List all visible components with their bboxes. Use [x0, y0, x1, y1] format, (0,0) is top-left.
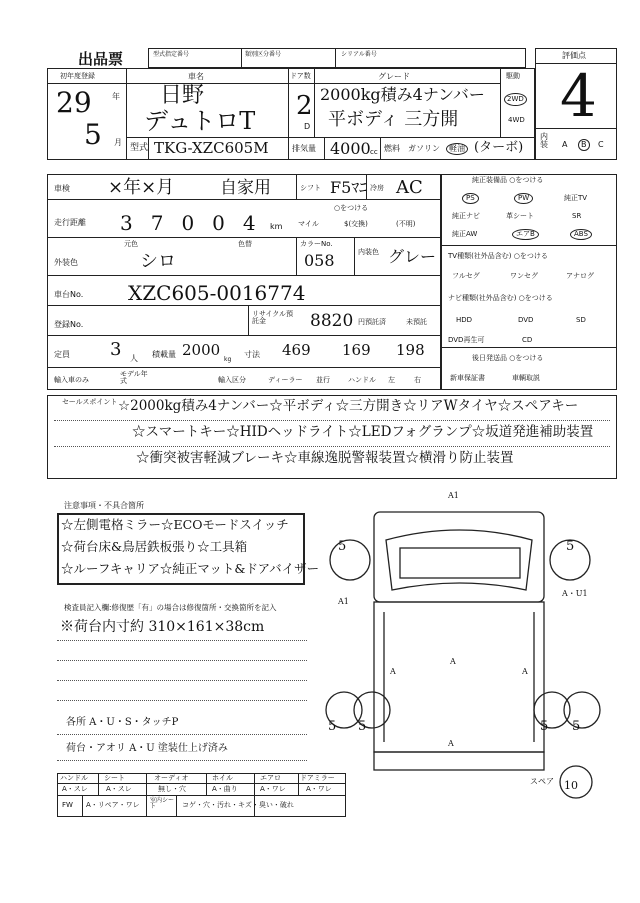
- type-value: TKG-XZC605M: [154, 139, 269, 157]
- inspector-line-3: 荷台・アオリ A・U 塗装仕上げ済み: [66, 743, 228, 754]
- first-reg-month: 5: [84, 118, 102, 151]
- vehicle-row: 初年度登録 29 年 5 月 車名 日野 デュトロT 型式 TKG-XZC605M ドア数 2 D グレード 2000kg積み4ナンバー 平ボディ 三方開 駆動 2WD 4WD 排気量 4000 cc 燃料 ガソリン 軽油 (ターボ): [47, 68, 535, 160]
- ac-label: 冷房: [370, 184, 384, 192]
- tyre-rr1-value: 5: [540, 719, 549, 734]
- distance-value: 37004: [120, 211, 274, 235]
- interior-grade: 内装 A B C: [535, 128, 617, 160]
- tyre-front-right-value: 5: [566, 539, 575, 554]
- door-value: 2: [296, 91, 313, 121]
- truck-diagram: [320, 490, 620, 810]
- shift-value: F5ﾏﾆ: [330, 178, 368, 197]
- reg-label: 登録No.: [54, 320, 84, 329]
- car-name-label: 車名: [188, 72, 204, 81]
- length-value: 469: [282, 341, 311, 359]
- chassis-value: XZC605-0016774: [128, 281, 306, 305]
- displacement-value: 4000: [330, 139, 371, 158]
- mark-a1-top: A1: [448, 491, 459, 500]
- shaken-label: 車検: [54, 184, 70, 193]
- sales-point-box: セールスポイント ☆2000kg積み4ナンバー☆平ボディ☆三方開き☆リアWタイヤ☆スペアキー ☆スマートキー☆HIDヘッドライト☆LEDフォグランプ☆坂道発進補助装置 ☆衝突被害軽減ブレーキ☆車線逸脱警報装置☆横滑り防止装置: [47, 395, 617, 479]
- detail-block: 車検 ×年×月 自家用 シフト F5ﾏﾆ 冷房 AC 走行距離 37004 km ○をつける マイル $(交換) (不明) 外装色 元色 色替 シロ カラーNo. 058 内装色 グレー 車台No. XZC605-0016774 登録No. リサイクル預託金 8820 円預託済 未預託 定員 3 人 積載量 2000 kg 寸法 469 169 198 輸入車のみ モデル年式 輸入区分 ディーラー 並行 ハンドル 左 右: [47, 174, 441, 390]
- displacement-label: 排気量: [292, 144, 316, 153]
- score-value: 4: [560, 62, 597, 130]
- inspector-line-2: 各所 A・U・S・タッチP: [66, 717, 179, 728]
- mark-a-bottom: A: [448, 739, 454, 748]
- tyre-rl1-value: 5: [328, 719, 337, 734]
- fuel-label: 燃料: [384, 144, 400, 153]
- spare-value: 10: [564, 779, 578, 792]
- grade-line2: 平ボディ 三方開: [328, 109, 459, 130]
- model: デュトロT: [144, 107, 256, 135]
- windshield: [386, 530, 532, 590]
- serial-number-label: シリアル番号: [341, 51, 377, 58]
- cab-window: [400, 548, 520, 578]
- mark-a-right: A: [522, 667, 528, 676]
- note-line-2: ☆荷台床&鳥居鉄板張り☆工具箱: [61, 539, 248, 554]
- tyre-rl2-value: 5: [358, 719, 367, 734]
- maker: 日野: [160, 83, 205, 108]
- width-value: 169: [342, 341, 371, 359]
- height-value: 198: [396, 341, 425, 359]
- capacity-value: 3: [110, 339, 122, 360]
- capacity-label: 定員: [54, 350, 70, 359]
- tyre-front-left-value: 5: [338, 539, 347, 554]
- mark-a-center: A: [450, 657, 456, 666]
- mark-a1-left: A1: [338, 597, 349, 606]
- inspector-line-1: ※荷台内寸約 310×161×38cm: [60, 619, 265, 635]
- drive-4wd: 4WD: [508, 116, 525, 124]
- use-value: 自家用: [220, 178, 271, 198]
- note-line-1: ☆左側電格ミラー☆ECOモードスイッチ: [61, 517, 289, 532]
- type-designation-label: 型式指定番号: [153, 51, 190, 58]
- mark-au1: A・U1: [562, 589, 588, 598]
- type-label: 型式: [130, 143, 149, 153]
- load-value: 2000: [182, 341, 221, 359]
- fuel-diesel: 軽油: [446, 143, 468, 155]
- tyre-rr2-value: 5: [572, 719, 581, 734]
- recycle-value: 8820: [310, 311, 354, 331]
- sales-line-2: ☆スマートキー☆HIDヘッドライト☆LEDフォグランプ☆坂道発進補助装置: [132, 424, 594, 440]
- door-label: ドア数: [290, 72, 311, 80]
- tyre-front-left: [330, 540, 370, 580]
- interior-color: グレー: [388, 247, 437, 266]
- drive-label: 駆動: [506, 72, 520, 80]
- class-number-label: 類別区分番号: [245, 51, 282, 58]
- sales-line-1: ☆2000kg積み4ナンバー☆平ボディ☆三方開き☆リアWタイヤ☆スペアキー: [118, 398, 579, 414]
- first-reg-year: 29: [56, 86, 92, 119]
- first-reg-label: 初年度登録: [60, 72, 95, 80]
- turbo: (ターボ): [474, 140, 524, 155]
- fuel-gasoline: ガソリン: [408, 144, 440, 153]
- header-fields: [148, 48, 526, 68]
- shaken-value: ×年×月: [108, 177, 175, 198]
- drive-2wd: 2WD: [504, 93, 527, 106]
- grade-label: グレード: [378, 72, 410, 81]
- form-title: 出品票: [78, 50, 124, 68]
- equipment-block: 純正装備品 ○をつける PS PW 純正TV 純正ナビ 革シート SR 純正AW エアB ABS TV種類(社外品含む) ○をつける フルセグ ワンセグ アナログ ナビ種類(社外品含む) ○をつける HDD DVD SD DVD再生可 CD 後日発送品 ○をつける 新車保証書 車輌取説: [441, 174, 617, 390]
- notes-box: [57, 513, 320, 585]
- chassis-label: 車台No.: [54, 290, 84, 299]
- cargo-bed: [374, 602, 544, 752]
- color-code: 058: [304, 251, 335, 270]
- legend-table: ハンドル シート オーディオ ホイル エアロ ドアミラー A・スレ A・スレ 無し・穴 A・曲り A・ワレ A・ワレ FW A・リペア・ワレ 室内シート コゲ・穴・汚れ・キズ・臭い・破れ: [57, 773, 346, 817]
- shift-label: シフト: [300, 184, 321, 192]
- sales-line-3: ☆衝突被害軽減ブレーキ☆車線逸脱警報装置☆横滑り防止装置: [136, 450, 514, 466]
- mark-a-left: A: [390, 667, 396, 676]
- grade-line1: 2000kg積み4ナンバー: [320, 85, 485, 104]
- distance-label: 走行距離: [54, 218, 86, 227]
- ext-color-label: 外装色: [54, 258, 78, 267]
- score-label: 評価点: [562, 51, 586, 60]
- note-line-3: ☆ルーフキャリア☆純正マット&ドアバイザー: [61, 561, 320, 576]
- ac-value: AC: [396, 177, 423, 198]
- color-value: シロ: [140, 251, 176, 272]
